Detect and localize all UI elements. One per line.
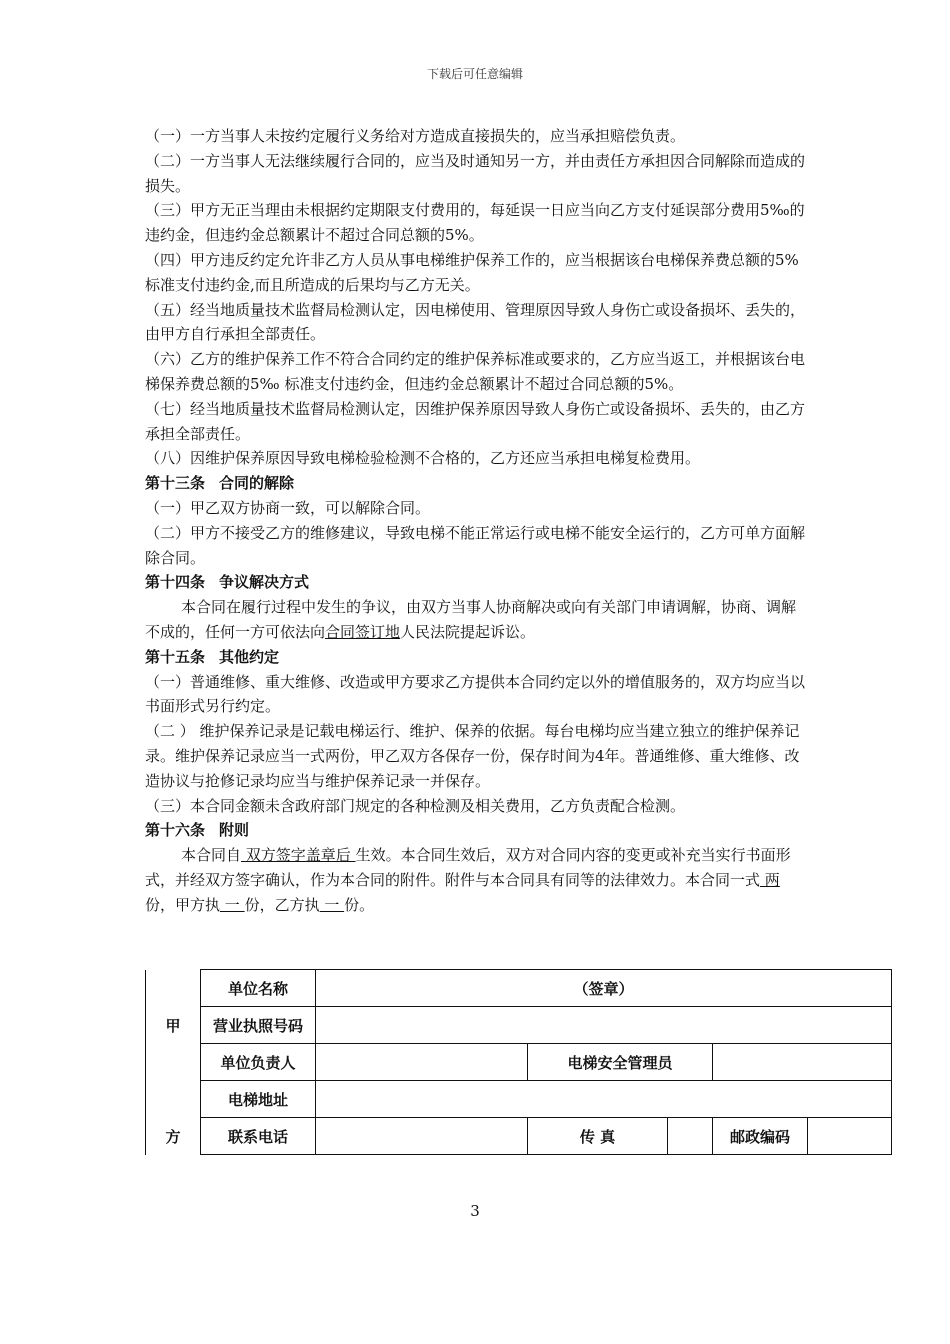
postcode-label: 邮政编码 xyxy=(713,1118,808,1155)
clause-item: （一）甲乙双方协商一致，可以解除合同。 xyxy=(145,498,431,517)
court-location: 合同签订地 xyxy=(325,622,401,641)
safety-manager-value xyxy=(713,1044,892,1081)
clause-item: （一）一方当事人未按约定履行义务给对方造成直接损失的，应当承担赔偿负责。 xyxy=(145,127,686,145)
clause-item: （三）甲方无正当理由未根据约定期限支付费用的，每延误一日应当向乙方支付延误部分费用5‰的违约金，但违约金总额累计不超过合同总额的5%。 xyxy=(145,201,805,245)
seal-cell: （签章） xyxy=(316,970,892,1007)
unit-head-label: 单位负责人 xyxy=(201,1044,316,1081)
copies-total: 两 xyxy=(760,870,780,889)
article-15-heading: 第十五条 其他约定 xyxy=(145,647,280,666)
license-label: 营业执照号码 xyxy=(201,1007,316,1044)
license-value xyxy=(316,1007,892,1044)
clause-item: （六）乙方的维护保养工作不符合合同约定的维护保养标准或要求的，乙方应当返工，并根据该台电梯保养费总额的5‰ 标准支付违约金，但违约金总额累计不超过合同总额的5%。 xyxy=(145,350,806,393)
article-16-heading: 第十六条 附则 xyxy=(145,821,250,840)
effective-condition: 双方签字盖章后 xyxy=(241,846,356,865)
party-label-bottom: 方 xyxy=(146,1118,201,1155)
unit-name-label: 单位名称 xyxy=(201,970,316,1007)
page-header: 下载后可任意编辑 xyxy=(426,67,523,81)
clause-item: （一）普通维修、重大维修、改造或甲方要求乙方提供本合同约定以外的增值服务的，双方均应当以书面形式另行约定。 xyxy=(145,672,806,716)
clause-item: （五）经当地质量技术监督局检测认定，因电梯使用、管理原因导致人身伤亡或设备损坏、丢失的，由甲方自行承担全部责任。 xyxy=(145,300,806,344)
fax-value xyxy=(668,1118,713,1155)
clause-item: （二）一方当事人无法继续履行合同的，应当及时通知另一方，并由责任方承担因合同解除而造成的损失。 xyxy=(145,151,806,195)
party-a-info-table xyxy=(145,969,892,1155)
clause-item: （二 ） 维护保养记录是记载电梯运行、维护、保养的依据。每台电梯均应当建立独立的维护保养记录。维护保养记录应当一式两份，甲乙双方各保存一份，保存时间为4年。普通维修、重大维修、改造协议与抢修记录均应当与维护保养记录一并保存。 xyxy=(145,722,800,790)
fax-label: 传 真 xyxy=(528,1118,668,1155)
clause-item: （八）因维护保养原因导致电梯检验检测不合格的，乙方还应当承担电梯复检费用。 xyxy=(145,449,701,468)
safety-manager-label: 电梯安全管理员 xyxy=(528,1044,713,1081)
page-number: 3 xyxy=(470,1202,480,1220)
postcode-value xyxy=(808,1118,892,1155)
clause-item: （七）经当地质量技术监督局检测认定，因维护保养原因导致人身伤亡或设备损坏、丢失的，由乙方承担全部责任。 xyxy=(145,399,806,443)
effective-paragraph: 本合同自 双方签字盖章后 生效。本合同生效后，双方对合同内容的变更或补充当实行书面形式，并经双方签字确认，作为本合同的附件。附件与本合同具有同等的法律效力。本合同一式 两 份，甲方执 一 份，乙方执 一 份。 xyxy=(145,846,791,914)
unit-head-value xyxy=(316,1044,528,1081)
copies-party-b: 一 xyxy=(319,895,345,914)
party-label-top: 甲 xyxy=(146,1007,201,1044)
elevator-address-value xyxy=(316,1081,892,1118)
article-13-heading: 第十三条 合同的解除 xyxy=(145,474,295,493)
article-14-heading: 第十四条 争议解决方式 xyxy=(145,573,310,592)
clause-item: （三）本合同金额未含政府部门规定的各种检测及相关费用，乙方负责配合检测。 xyxy=(145,796,686,815)
contract-body xyxy=(145,124,810,918)
clause-item: （二）甲方不接受乙方的维修建议，导致电梯不能正常运行或电梯不能安全运行的，乙方可单方面解除合同。 xyxy=(145,523,806,567)
elevator-address-label: 电梯地址 xyxy=(201,1081,316,1118)
clause-item: （四）甲方违反约定允许非乙方人员从事电梯维护保养工作的，应当根据该台电梯保养费总额的5%标准支付违约金,而且所造成的后果均与乙方无关。 xyxy=(145,250,799,294)
phone-label: 联系电话 xyxy=(201,1118,316,1155)
copies-party-a: 一 xyxy=(220,895,245,914)
phone-value xyxy=(316,1118,528,1155)
dispute-paragraph: 本合同在履行过程中发生的争议，由双方当事人协商解决或向有关部门申请调解，协商、调解不成的，任何一方可依法向合同签订地人民法院提起诉讼。 xyxy=(145,598,797,641)
